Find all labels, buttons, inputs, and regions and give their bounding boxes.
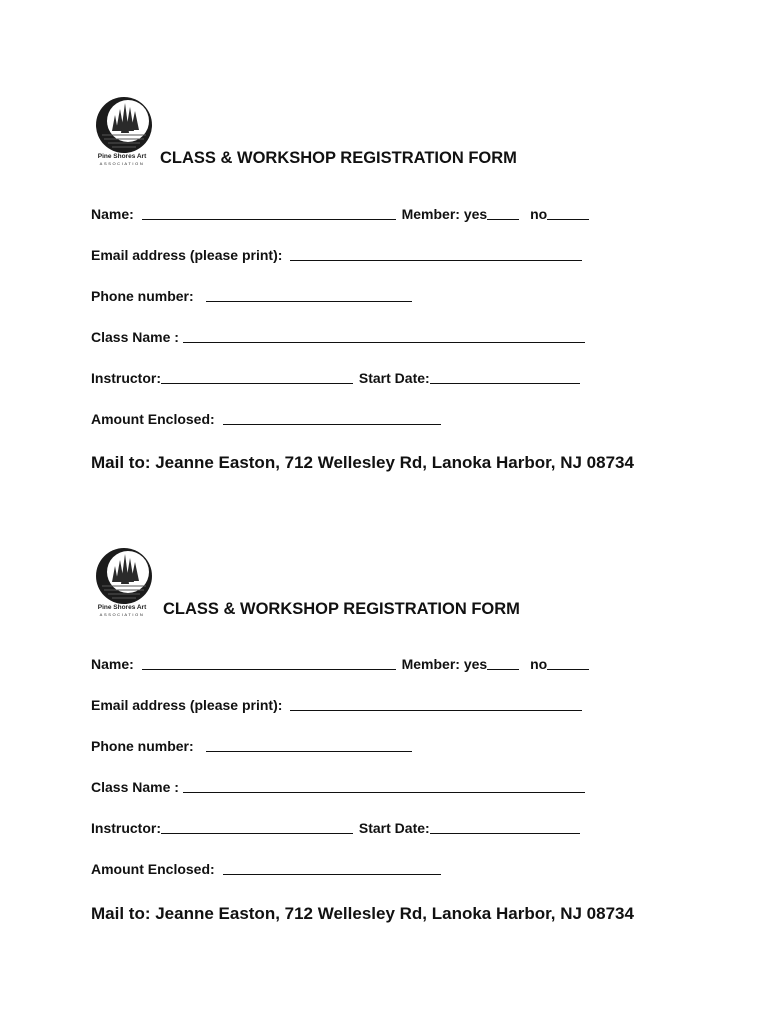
name-label: Name: [91,656,134,672]
member-no-label: no [530,206,548,222]
phone-row [91,288,412,306]
class-name-label: Class Name : [91,779,179,795]
instructor-field[interactable] [161,370,353,384]
pine-shores-logo [90,546,166,622]
mail-to-address: Mail to: Jeanne Easton, 712 Wellesley Rd, Lanoka Harbor, NJ 08734 [91,904,634,923]
phone-row [91,738,412,756]
amount-row [91,861,441,879]
instructor-label: Instructor: [91,820,161,836]
amount-label: Amount Enclosed: [91,411,215,427]
start-date-field[interactable] [430,370,580,384]
member-yes-label: Member: yes [401,656,488,672]
email-label: Email address (please print): [91,697,283,713]
class-name-row [91,779,585,797]
member-no-field[interactable] [547,206,589,220]
email-label: Email address (please print): [91,247,283,263]
class-name-label: Class Name : [91,329,179,345]
logo-line-1: Pine Shores Art [97,153,147,160]
tree-moon-logo-icon [90,546,160,604]
member-no-label: no [530,656,548,672]
phone-label: Phone number: [91,288,194,304]
amount-field[interactable] [223,411,441,425]
instructor-row [91,820,580,838]
email-row [91,697,582,715]
instructor-field[interactable] [161,820,353,834]
amount-label: Amount Enclosed: [91,861,215,877]
member-no-field[interactable] [547,656,589,670]
pine-shores-logo [90,95,166,171]
amount-row [91,411,441,429]
class-name-field[interactable] [183,779,585,793]
class-name-field[interactable] [183,329,585,343]
member-yes-field[interactable] [487,206,519,220]
instructor-label: Instructor: [91,370,161,386]
logo-line-1: Pine Shores Art [97,604,147,611]
member-yes-label: Member: yes [401,206,488,222]
email-field[interactable] [290,697,582,711]
tree-moon-logo-icon [90,95,160,153]
amount-field[interactable] [223,861,441,875]
start-date-field[interactable] [430,820,580,834]
form-title: CLASS & WORKSHOP REGISTRATION FORM [163,600,520,618]
email-field[interactable] [290,247,582,261]
class-name-row [91,329,585,347]
phone-label: Phone number: [91,738,194,754]
form-title: CLASS & WORKSHOP REGISTRATION FORM [160,149,517,167]
logo-wordmark [90,153,154,167]
logo-line-2: ASSOCIATION [99,612,145,617]
logo-line-2: ASSOCIATION [99,161,145,166]
name-field[interactable] [142,206,396,220]
name-field[interactable] [142,656,396,670]
start-date-label: Start Date: [358,370,430,386]
logo-wordmark [90,604,154,618]
name-row [91,656,589,674]
email-row [91,247,582,265]
name-row [91,206,589,224]
mail-to-address: Mail to: Jeanne Easton, 712 Wellesley Rd, Lanoka Harbor, NJ 08734 [91,453,634,472]
start-date-label: Start Date: [358,820,430,836]
name-label: Name: [91,206,134,222]
phone-field[interactable] [206,288,412,302]
instructor-row [91,370,580,388]
member-yes-field[interactable] [487,656,519,670]
phone-field[interactable] [206,738,412,752]
